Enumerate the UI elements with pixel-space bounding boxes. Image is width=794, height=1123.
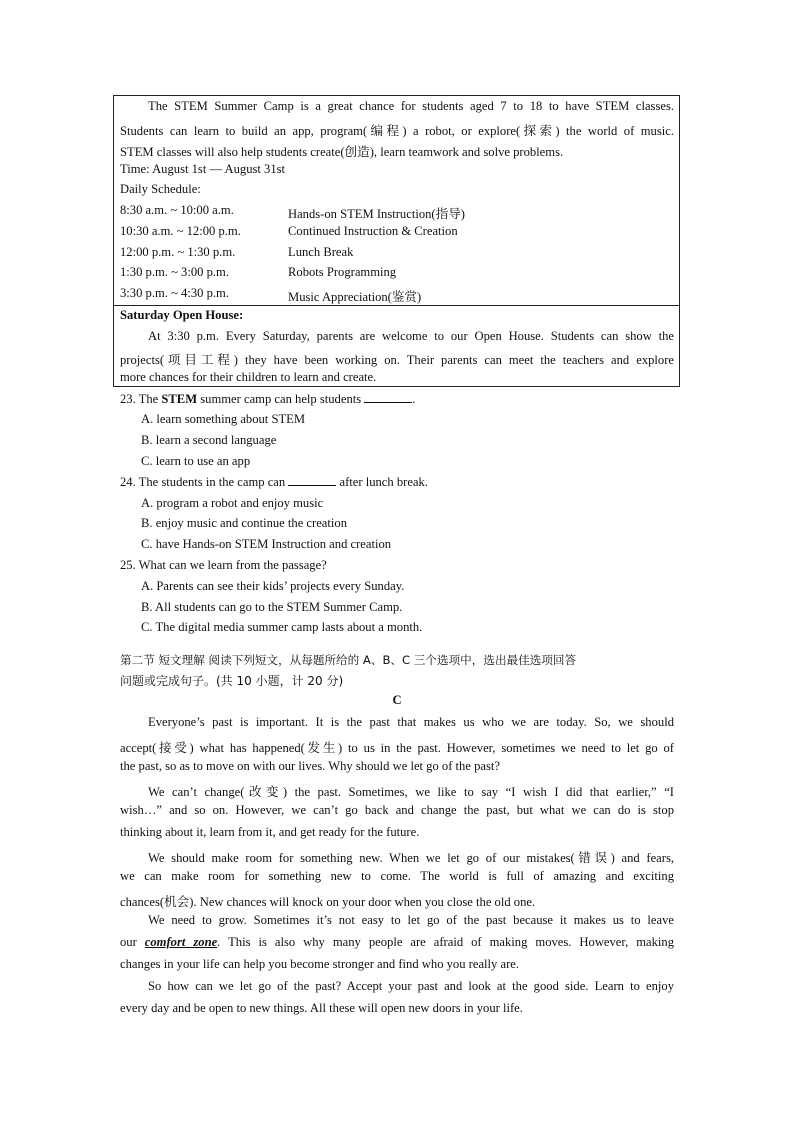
paragraph-line: we can make room for something new to come. The world is full of amazing and exciting [120,869,674,883]
question-24 [120,475,428,490]
paragraph-line: every day and be open to new things. All these will open new doors in your life. [120,1001,523,1015]
question-23 [120,392,415,407]
open-house-title: Saturday Open House: [120,308,244,322]
paragraph-line: accept(接受) what has happened(发生) to us in the past. However, sometimes we need to let go of [120,741,674,755]
intro-line-3: STEM classes will also help students create(创造), learn teamwork and solve problems. [120,145,564,159]
schedule-activity: Continued Instruction & Creation [288,224,458,238]
option-a: A. Parents can see their kids’ projects every Sunday. [141,579,405,593]
schedule-time: 8:30 a.m. ~ 10:00 a.m. [120,203,234,217]
paragraph-line: changes in your life can help you become stronger and find who you really are. [120,957,520,971]
question-25: 25. What can we learn from the passage? [120,558,327,572]
schedule-activity: Lunch Break [288,245,354,259]
paragraph-line: We should make room for something new. When we let go of our mistakes(错误) and fears, [148,851,674,865]
line-prefix: our [120,935,145,949]
paragraph-line: wish…” and so on. However, we can’t go back and change the past, but what we can do is stop [120,803,674,817]
schedule-time: 3:30 p.m. ~ 4:30 p.m. [120,286,229,300]
schedule-activity: Hands-on STEM Instruction(指导) [288,207,465,221]
schedule-activity: Robots Programming [288,265,397,279]
schedule-time: 1:30 p.m. ~ 3:00 p.m. [120,265,229,279]
answer-blank [364,392,412,403]
intro-line-1: The STEM Summer Camp is a great chance for students aged 7 to 18 to have STEM classes. [148,99,674,113]
question-stem-suffix: summer camp can help students [197,392,365,406]
option-b: B. enjoy music and continue the creation [141,516,347,530]
schedule-activity: Music Appreciation(鉴赏) [288,290,422,304]
line-suffix: . This is also why many people are afraid of making moves. However, making [217,935,675,949]
option-c: C. learn to use an app [141,454,251,468]
open-house-line-1: At 3:30 p.m. Every Saturday, parents are welcome to our Open House. Students can show the [148,329,674,343]
option-a: A. program a robot and enjoy music [141,496,324,510]
paragraph-line: So how can we let go of the past? Accept your past and look at the good side. Learn to enjoy [148,979,674,993]
question-stem-bold: STEM [161,392,198,406]
paragraph-line: the past, so as to move on with our lives. Why should we let go of the past? [120,759,500,773]
question-stem-prefix: 23. The [120,392,162,406]
option-c: C. have Hands-on STEM Instruction and creation [141,537,392,551]
paragraph-line: chances(机会). New chances will knock on your door when you close the old one. [120,895,536,909]
paragraph-line: We need to grow. Sometimes it’s not easy to let go of the past because it makes us to leave [148,913,674,927]
question-stem-suffix: after lunch break. [336,475,428,489]
open-house-line-3: more chances for their children to learn and create. [120,370,377,384]
camp-time: Time: August 1st — August 31st [120,162,286,176]
option-c: C. The digital media summer camp lasts about a month. [141,620,423,634]
open-house-line-2: projects(项目工程) they have been working on. Their parents can meet the teachers and explore [120,353,674,367]
section-instruction-line-1: 第二节 短文理解 阅读下列短文，从每题所给的 A、B、C 三个选项中，选出最佳选项回答 [120,653,577,667]
box-divider [113,305,680,306]
intro-line-2: Students can learn to build an app, program(编程) a robot, or explore(探索) the world of music. [120,124,674,138]
paragraph-line: Everyone’s past is important. It is the past that makes us who we are today. So, we should [148,715,674,729]
question-stem-end: . [412,392,416,406]
option-a: A. learn something about STEM [141,412,306,426]
paragraph-line: We can’t change(改变) the past. Sometimes, we like to say “I wish I did that earlier,” “I [148,785,674,799]
question-stem-prefix: 24. The students in the camp can [120,475,289,489]
option-b: B. learn a second language [141,433,277,447]
paragraph-line: thinking about it, learn from it, and get ready for the future. [120,825,420,839]
option-b: B. All students can go to the STEM Summer Camp. [141,600,403,614]
passage-letter: C [392,693,402,707]
paragraph-line [120,935,674,950]
section-instruction-line-2: 问题或完成句子。(共 10 小题，计 20 分) [120,674,344,688]
answer-blank [288,475,336,486]
emphasized-phrase: comfort zone [144,935,218,949]
schedule-label: Daily Schedule: [120,182,201,196]
schedule-time: 10:30 a.m. ~ 12:00 p.m. [120,224,241,238]
schedule-time: 12:00 p.m. ~ 1:30 p.m. [120,245,236,259]
